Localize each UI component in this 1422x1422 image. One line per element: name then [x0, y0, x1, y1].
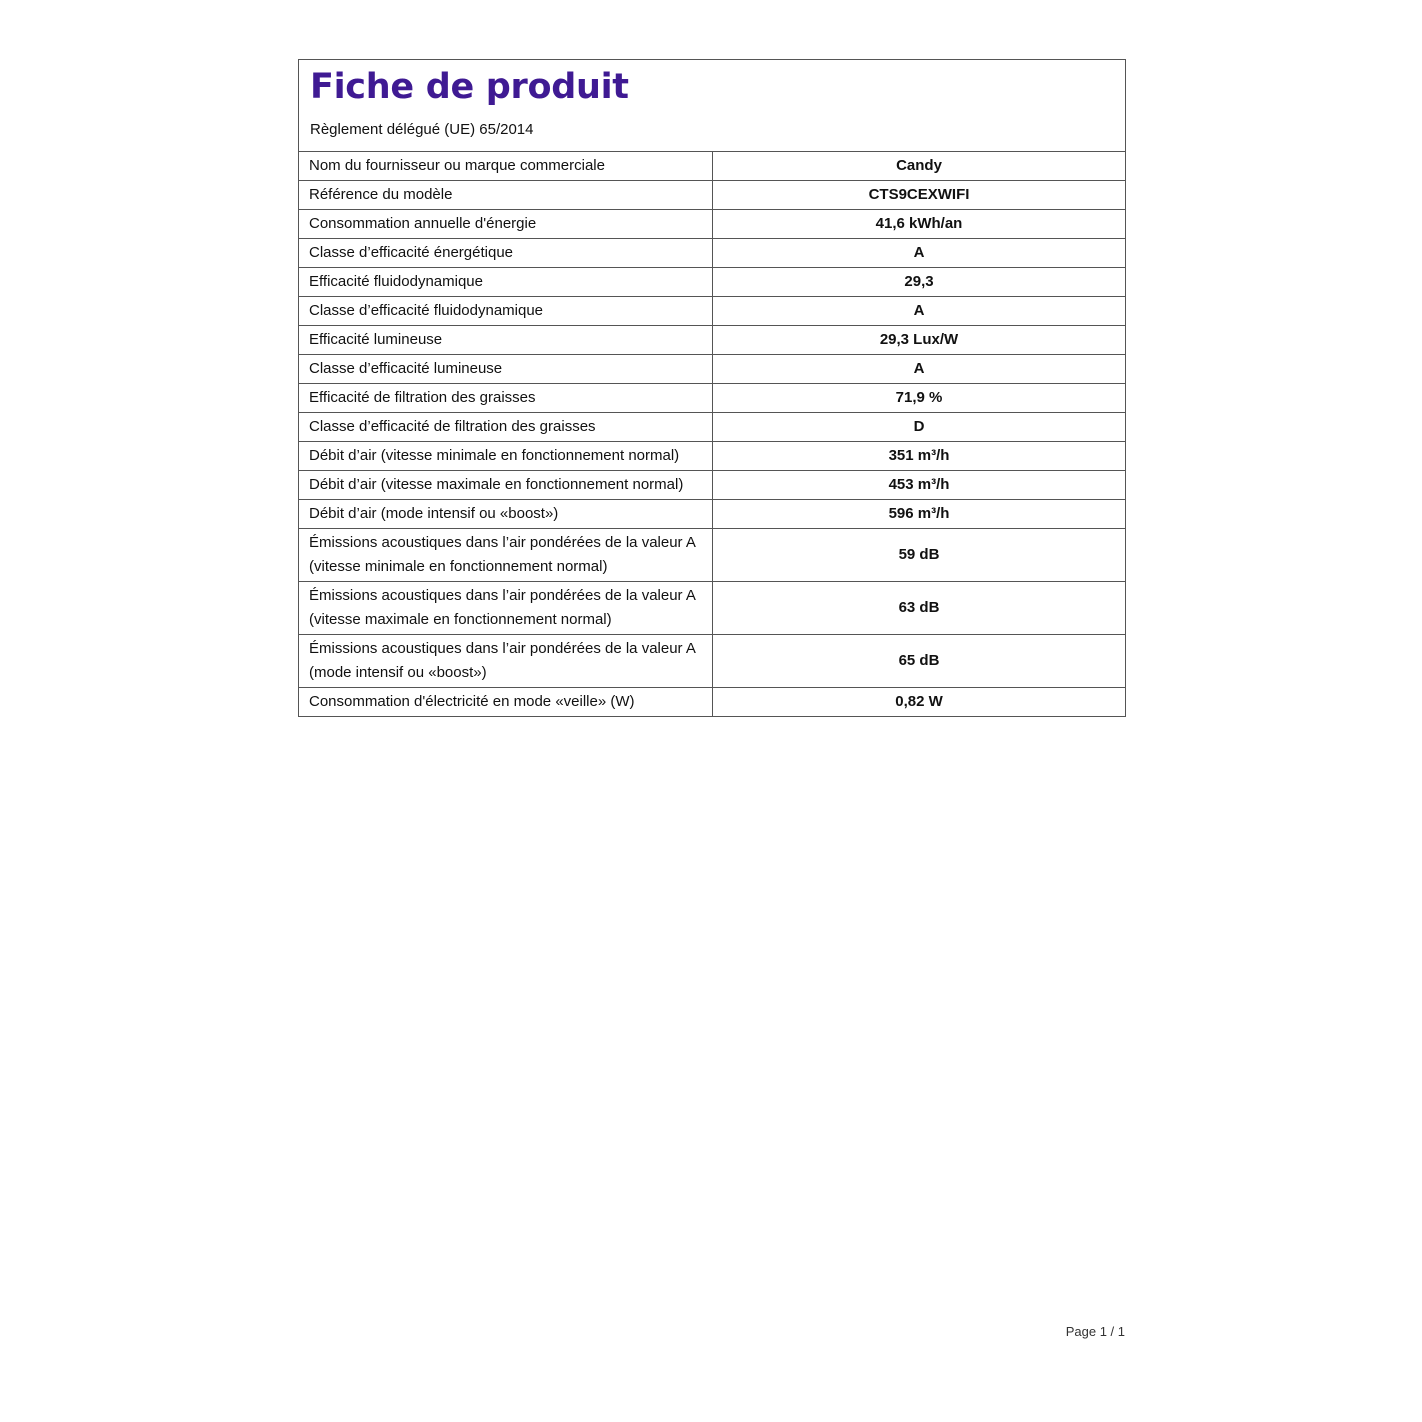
row-label: Classe d’efficacité de filtration des graisses: [299, 413, 713, 442]
row-label: Consommation annuelle d'énergie: [299, 210, 713, 239]
row-label: Débit d’air (mode intensif ou «boost»): [299, 500, 713, 529]
sheet-header: [299, 60, 1125, 152]
product-sheet: [298, 59, 1126, 717]
row-value: 453 m³/h: [713, 471, 1126, 500]
row-value: 596 m³/h: [713, 500, 1126, 529]
table-row: [299, 688, 1125, 717]
row-label: Classe d’efficacité lumineuse: [299, 355, 713, 384]
row-label: Consommation d'électricité en mode «veille» (W): [299, 688, 713, 717]
row-label: Classe d’efficacité fluidodynamique: [299, 297, 713, 326]
row-value: A: [713, 355, 1126, 384]
table-row: [299, 500, 1125, 529]
page-number: Page 1 / 1: [1065, 1324, 1125, 1339]
table-row: [299, 210, 1125, 239]
row-label: Débit d’air (vitesse minimale en fonctionnement normal): [299, 442, 713, 471]
table-row: [299, 355, 1125, 384]
row-value: 351 m³/h: [713, 442, 1126, 471]
table-row: [299, 635, 1125, 688]
row-label: Efficacité lumineuse: [299, 326, 713, 355]
table-row: [299, 582, 1125, 635]
page-title: Fiche de produit: [310, 67, 629, 107]
product-data-table: [299, 152, 1125, 716]
table-row: [299, 152, 1125, 181]
row-value: 29,3: [713, 268, 1126, 297]
row-label: Nom du fournisseur ou marque commerciale: [299, 152, 713, 181]
table-row: [299, 384, 1125, 413]
table-row: [299, 181, 1125, 210]
row-label: Classe d’efficacité énergétique: [299, 239, 713, 268]
row-value: 59 dB: [713, 529, 1126, 582]
table-row: [299, 297, 1125, 326]
row-value: D: [713, 413, 1126, 442]
row-label: Efficacité fluidodynamique: [299, 268, 713, 297]
row-label: Efficacité de filtration des graisses: [299, 384, 713, 413]
row-label: Émissions acoustiques dans l’air pondérées de la valeur A (mode intensif ou «boost»): [299, 635, 713, 688]
table-row: [299, 442, 1125, 471]
table-row: [299, 471, 1125, 500]
table-row: [299, 239, 1125, 268]
row-label: Référence du modèle: [299, 181, 713, 210]
row-value: A: [713, 297, 1126, 326]
table-row: [299, 413, 1125, 442]
table-row: [299, 529, 1125, 582]
table-row: [299, 326, 1125, 355]
regulation-subtitle: Règlement délégué (UE) 65/2014: [310, 121, 534, 138]
row-value: 65 dB: [713, 635, 1126, 688]
row-value: 63 dB: [713, 582, 1126, 635]
row-value: 71,9 %: [713, 384, 1126, 413]
row-label: Émissions acoustiques dans l’air pondérées de la valeur A (vitesse maximale en fonctionnement normal): [299, 582, 713, 635]
row-value: CTS9CEXWIFI: [713, 181, 1126, 210]
table-row: [299, 268, 1125, 297]
row-value: Candy: [896, 157, 942, 174]
row-label: Émissions acoustiques dans l’air pondérées de la valeur A (vitesse minimale en fonctionnement normal): [299, 529, 713, 582]
row-value: A: [713, 239, 1126, 268]
row-value: 41,6 kWh/an: [713, 210, 1126, 239]
row-label: Débit d’air (vitesse maximale en fonctionnement normal): [299, 471, 713, 500]
row-value: 29,3 Lux/W: [713, 326, 1126, 355]
row-value: 0,82 W: [713, 688, 1126, 717]
